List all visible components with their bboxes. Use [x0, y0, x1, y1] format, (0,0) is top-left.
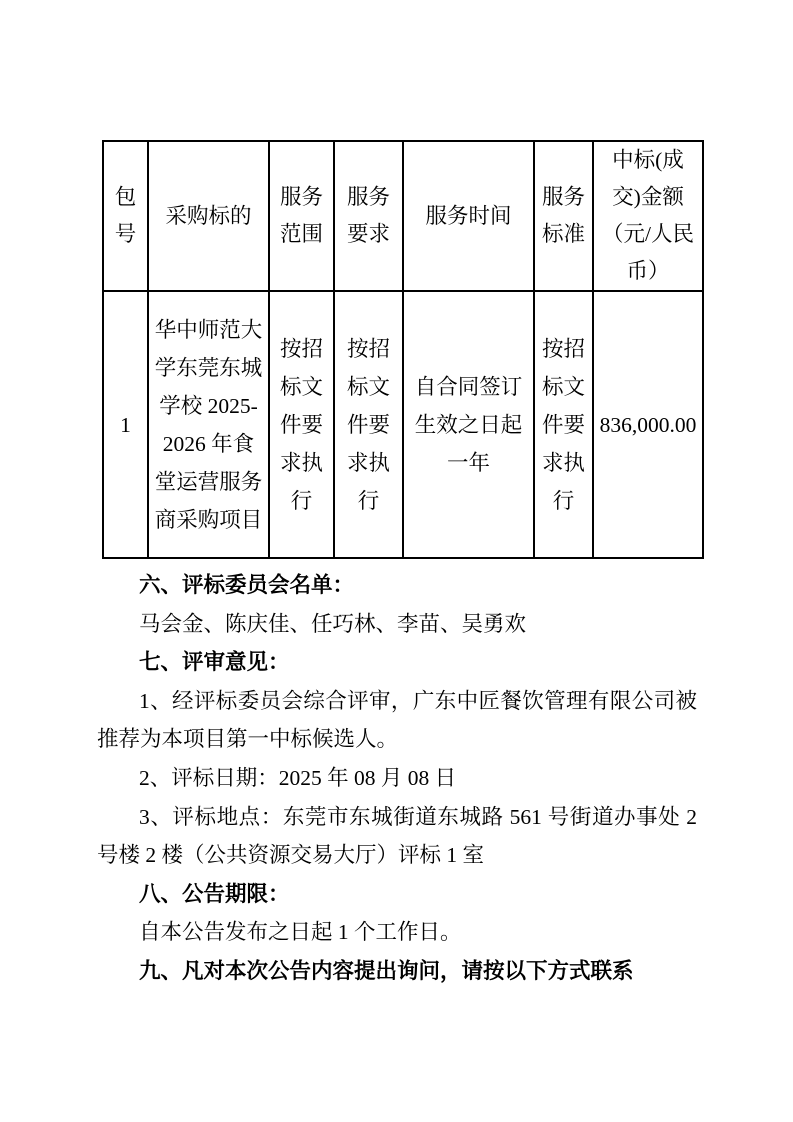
review-opinion-text: 1、经评标委员会综合评审，广东中匠餐饮管理有限公司被推荐为本项目第一中标候选人。: [97, 688, 697, 752]
cell-procurement-target: 华中师范大学东莞东城学校 2025-2026 年食堂运营服务商采购项目: [148, 291, 269, 558]
table-header-row: [103, 141, 703, 291]
cell-service-standard: 按招标文件要求执行: [534, 291, 593, 558]
evaluation-location: 3、评标地点：东莞市东城街道东城路 561 号街道办事处 2 号楼 2 楼（公共资源交易大厅）评标 1 室: [97, 804, 697, 868]
table-row: [103, 291, 703, 558]
cell-service-requirements: 按招标文件要求执行: [334, 291, 403, 558]
page-content: [97, 140, 700, 991]
evaluation-date: 2、评标日期：2025 年 08 月 08 日: [139, 765, 457, 790]
announcement-text: [97, 566, 697, 991]
section-heading-committee: 六、评标委员会名单：: [139, 573, 355, 597]
cell-service-scope: 按招标文件要求执行: [269, 291, 334, 558]
committee-member-names: 马会金、陈庆佳、任巧林、李苗、吴勇欢: [139, 611, 527, 636]
col-header-package-no: 包号: [103, 141, 148, 291]
section-heading-inquiries: 九、凡对本次公告内容提出询问，请按以下方式联系: [139, 958, 634, 983]
section-heading-announcement-period: 八、公告期限：: [139, 881, 290, 906]
col-header-service-requirements: 服务要求: [334, 141, 403, 291]
col-header-award-amount: 中标(成交)金额（元/人民币）: [593, 141, 703, 291]
cell-award-amount: 836,000.00: [593, 291, 703, 558]
cell-service-time: 自合同签订生效之日起一年: [403, 291, 534, 558]
award-announcement-table: [102, 140, 704, 559]
col-header-procurement-target: 采购标的: [148, 141, 269, 291]
col-header-service-standard: 服务标准: [534, 141, 593, 291]
cell-package-no: 1: [103, 291, 148, 558]
col-header-service-scope: 服务范围: [269, 141, 334, 291]
announcement-period-text: 自本公告发布之日起 1 个工作日。: [139, 920, 462, 945]
col-header-service-time: 服务时间: [403, 141, 534, 291]
section-heading-review-opinion: 七、评审意见：: [139, 650, 290, 675]
